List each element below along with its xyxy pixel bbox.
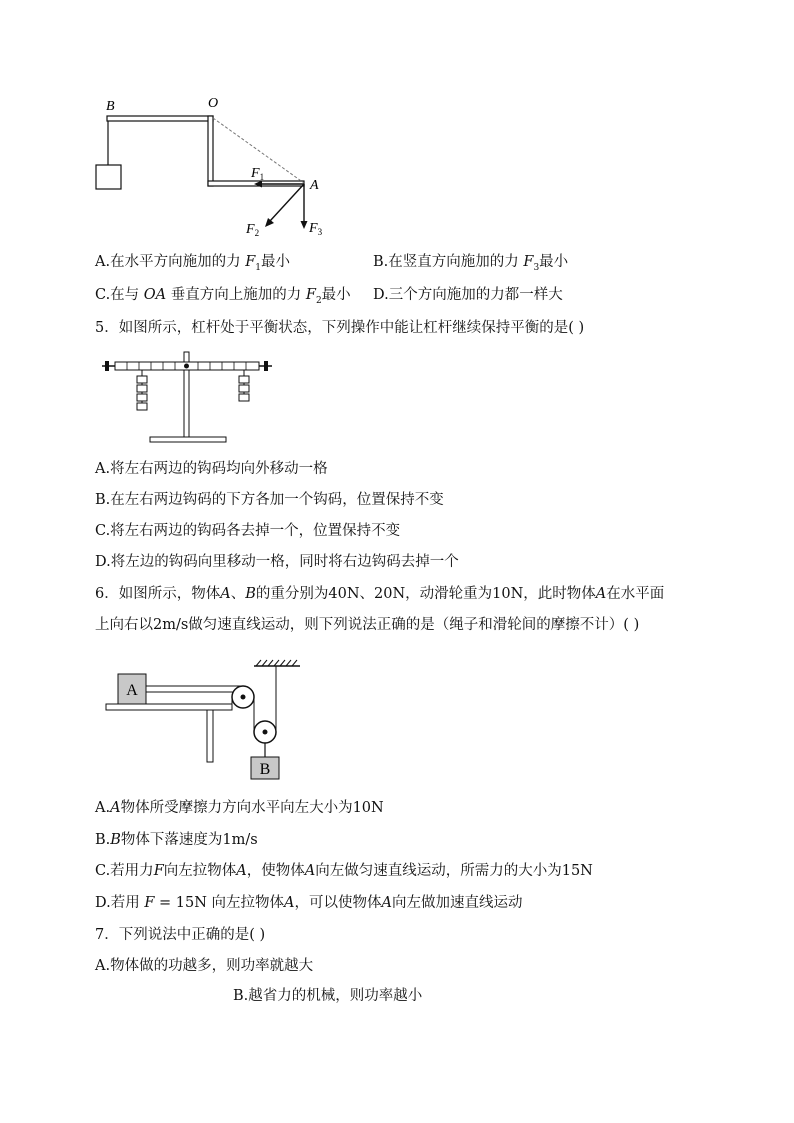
q4-option-c-force: F <box>305 287 316 303</box>
q5-option-d: D.将左边的钩码向里移动一格，同时将右边钩码去掉一个 <box>95 554 459 570</box>
q6-option-c-part-b: 向左拉物体 <box>163 863 237 879</box>
q4-option-c-mid: 垂直方向上施加的力 <box>166 287 306 303</box>
ceiling-hatch <box>256 660 297 666</box>
q4-option-b <box>373 252 568 278</box>
q4-option-d: D.三个方向施加的力都一样大 <box>373 287 563 303</box>
label-f3: $F_3$ <box>309 221 323 237</box>
q4-option-b-prefix: B.在竖直方向施加的力 <box>373 254 524 270</box>
q4-option-c <box>95 285 351 311</box>
q6-option-d-object-a: A <box>284 895 295 911</box>
force-f2-arrowhead <box>265 218 274 227</box>
q4-option-c-suffix: 最小 <box>321 287 351 303</box>
q6-option-d-part-c: ，可以使物体 <box>294 895 382 911</box>
q6-option-d <box>95 893 522 913</box>
q6-option-c <box>95 861 593 881</box>
q4-option-b-sub: 3 <box>533 262 540 273</box>
q6-option-d-part-d: 向左做加速直线运动 <box>391 895 523 911</box>
lever-bar-vertical <box>208 116 213 186</box>
q6-stem-object-a-2: A <box>595 586 607 602</box>
q4-option-a <box>95 252 290 278</box>
lever-balance-diagram-q5 <box>98 350 278 446</box>
q6-option-c-force: F <box>153 863 164 879</box>
q6-option-c-object-a-2: A <box>304 863 316 879</box>
fixed-pulley-axle <box>241 695 246 700</box>
q5-option-a: A.将左右两边的钩码均向外移动一格 <box>95 461 328 477</box>
q7-stem: 7．下列说法中正确的是( ) <box>95 927 266 943</box>
q4-option-c-sub: 2 <box>315 295 322 306</box>
q6-option-c-part-d: 向左做匀速直线运动，所需力的大小为15N <box>315 863 593 879</box>
right-nut <box>264 361 268 371</box>
left-weights <box>137 376 147 410</box>
q6-option-a-object: A <box>110 800 121 816</box>
q5-stem: 5．如图所示，杠杆处于平衡状态，下列操作中能让杠杆继续保持平衡的是( ) <box>95 320 585 336</box>
lever-diagram-q4 <box>88 92 348 242</box>
q6-stem-part-b: 的重分别为40N、20N，动滑轮重为10N，此时物体 <box>255 586 596 602</box>
q7-option-a: A.物体做的功越多，则功率就越大 <box>95 958 314 974</box>
lever-bar-bo <box>107 116 213 121</box>
q4-option-b-force: F <box>523 254 534 270</box>
movable-pulley-axle <box>263 730 268 735</box>
q6-stem-separator: 、 <box>230 586 246 602</box>
q6-option-b-letter: B. <box>95 832 111 848</box>
q4-option-c-oa: OA <box>143 287 167 303</box>
q4-option-a-suffix: 最小 <box>261 254 290 270</box>
q6-stem-part-a: 6．如图所示，物体 <box>95 586 221 602</box>
q6-option-d-object-a-2: A <box>381 895 392 911</box>
pivot <box>184 364 189 369</box>
table-top <box>106 704 232 710</box>
block-a-label: A <box>126 682 138 699</box>
label-f1: $F_1$ <box>251 166 265 182</box>
right-weights <box>239 376 249 401</box>
q6-option-b-object: B <box>110 832 121 848</box>
q5-option-c: C.将左右两边的钩码各去掉一个，位置保持不变 <box>95 523 401 539</box>
q6-option-d-part-b: = 15N 向左拉物体 <box>154 895 285 911</box>
q6-option-a-text: 物体所受摩擦力方向水平向左大小为10N <box>120 800 384 816</box>
label-f2: $F_2$ <box>246 222 260 238</box>
q4-option-b-suffix: 最小 <box>539 254 569 270</box>
q6-stem-object-b: B <box>245 586 256 602</box>
force-f3-arrowhead <box>301 221 308 229</box>
q6-option-a-letter: A. <box>95 800 111 816</box>
q4-option-c-prefix: C.在与 <box>95 287 144 303</box>
label-b: B <box>106 99 115 114</box>
q4-option-a-sub: 1 <box>255 262 261 273</box>
pulley-diagram-q6 <box>100 652 300 784</box>
label-o: O <box>208 96 219 111</box>
q6-stem-line1 <box>95 584 664 604</box>
hanging-weight <box>96 165 121 189</box>
table-leg <box>207 710 213 762</box>
stand-base <box>150 437 226 442</box>
force-f2-arrow <box>270 184 304 221</box>
q6-option-d-force: F <box>144 895 155 911</box>
q6-option-c-object-a: A <box>236 863 247 879</box>
q6-option-b-text: 物体下落速度为1m/s <box>120 832 258 848</box>
q7-option-b: B.越省力的机械，则功率越小 <box>233 988 423 1004</box>
q4-option-a-prefix: A.在水平方向施加的力 <box>95 254 246 270</box>
label-a: A <box>310 178 319 193</box>
q6-option-c-part-c: ，使物体 <box>246 863 305 879</box>
q6-stem-line2: 上向右以2m/s做匀速直线运动，则下列说法正确的是（绳子和滑轮间的摩擦不计）( ) <box>95 617 640 633</box>
q5-option-b: B.在左右两边钩码的下方各加一个钩码，位置保持不变 <box>95 492 444 508</box>
block-b-label: B <box>259 761 271 778</box>
q6-option-a <box>95 798 384 818</box>
q6-stem-object-a: A <box>220 586 231 602</box>
left-nut <box>105 361 109 371</box>
q6-option-b <box>95 830 258 850</box>
q6-option-d-part-a: D.若用 <box>95 895 145 911</box>
q6-stem-part-c: 在水平面 <box>606 586 665 602</box>
q6-option-c-part-a: C.若用力 <box>95 863 154 879</box>
q4-option-a-force: F <box>245 254 256 270</box>
